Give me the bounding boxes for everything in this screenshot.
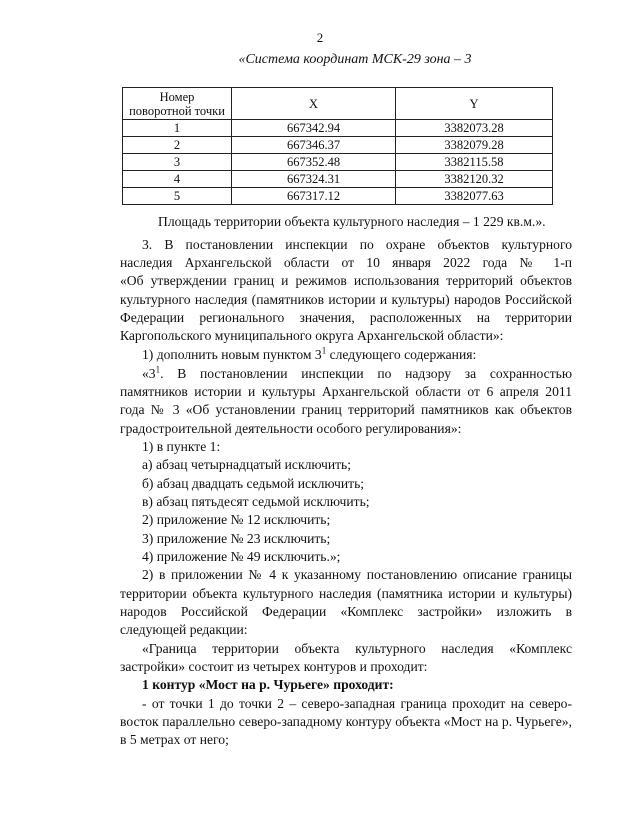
list-item: в) абзац пятьдесят седьмой исключить; bbox=[142, 494, 370, 509]
cell-y: 3382120.32 bbox=[396, 171, 553, 188]
boundary-line: застройки» состоит из четырех контуров и проходит: bbox=[120, 659, 428, 674]
para3-line: 3. В постановлении инспекции по охране объектов культурного bbox=[142, 237, 572, 252]
cell-point: 2 bbox=[123, 137, 232, 154]
cell-y: 3382077.63 bbox=[396, 188, 553, 205]
area-line: Площадь территории объекта культурного наследия – 1 229 кв.м.». bbox=[158, 214, 546, 229]
item1-suffix: следующего содержания: bbox=[326, 347, 477, 362]
quote-line bbox=[142, 365, 572, 383]
cell-y: 3382079.28 bbox=[396, 137, 553, 154]
cell-y: 3382073.28 bbox=[396, 120, 553, 137]
table-row bbox=[123, 154, 553, 171]
list-item: 3) приложение № 23 исключить; bbox=[142, 531, 331, 546]
cell-point: 4 bbox=[123, 171, 232, 188]
list-item: 4) приложение № 49 исключить.»; bbox=[142, 549, 341, 564]
header-x: X bbox=[232, 88, 396, 120]
contour-line: - от точки 1 до точки 2 – северо-западная граница проходит на северо- bbox=[142, 696, 572, 711]
item2-line: территории объекта культурного наследия (памятника истории и культуры) bbox=[120, 586, 572, 601]
cell-x: 667342.94 bbox=[232, 120, 396, 137]
coordinates-table bbox=[122, 87, 553, 205]
cell-point: 5 bbox=[123, 188, 232, 205]
quote-line: памятников истории и культуры Архангельской области от 6 апреля 2011 bbox=[120, 384, 572, 399]
item2-line: народов Российской Федерации «Комплекс застройки» изложить в bbox=[120, 604, 572, 619]
header-point-number: Номер поворотной точки bbox=[123, 88, 232, 120]
item1-sup: 1 bbox=[321, 345, 327, 356]
quote-line: года № 3 «Об установлении границ территорий памятников как объектов bbox=[120, 402, 572, 417]
page-number: 2 bbox=[316, 30, 324, 45]
quote-lead: «3 bbox=[142, 366, 156, 381]
para3-line: Федерации регионального значения, расположенных на территории bbox=[120, 310, 572, 325]
list-item: а) абзац четырнадцатый исключить; bbox=[142, 457, 352, 472]
cell-x: 667352.48 bbox=[232, 154, 396, 171]
para3-line: наследия Архангельской области от 10 января 2022 года № 1-п bbox=[120, 255, 572, 270]
coordinate-system-title: «Система координат МСК-29 зона – 3 bbox=[238, 52, 472, 67]
table-row bbox=[123, 171, 553, 188]
table-row bbox=[123, 120, 553, 137]
header-y: Y bbox=[396, 88, 553, 120]
table-header-row bbox=[123, 88, 553, 120]
boundary-line: «Граница территории объекта культурного наследия «Комплекс bbox=[142, 641, 572, 656]
contour-heading bbox=[142, 676, 394, 693]
table-row bbox=[123, 188, 553, 205]
contour-heading-text: 1 контур «Мост на р. Чурьеге» проходит: bbox=[142, 677, 394, 692]
cell-x: 667317.12 bbox=[232, 188, 396, 205]
contour-line: в 5 метрах от него; bbox=[120, 732, 229, 747]
item2-line: следующей редакции: bbox=[120, 622, 248, 637]
contour-line: восток параллельно северо-западному контуру объекта «Мост на р. Чурьеге», bbox=[120, 714, 572, 729]
cell-y: 3382115.58 bbox=[396, 154, 553, 171]
cell-x: 667346.37 bbox=[232, 137, 396, 154]
para3-line: «Об утверждении границ и режимов использования территорий объектов bbox=[120, 273, 572, 288]
item1-line bbox=[142, 346, 476, 363]
quote-line: градостроительной деятельности особого регулирования»: bbox=[120, 421, 462, 436]
cell-point: 1 bbox=[123, 120, 232, 137]
cell-point: 3 bbox=[123, 154, 232, 171]
list-item: 2) приложение № 12 исключить; bbox=[142, 512, 331, 527]
para3-line: культурного наследия (памятников истории и культуры) народов Российской bbox=[120, 292, 572, 307]
item2-line: 2) в приложении № 4 к указанному постановлению описание границы bbox=[142, 567, 572, 582]
quote-lead-sup: 1 bbox=[155, 364, 161, 375]
table-row bbox=[123, 137, 553, 154]
item1-text: 1) дополнить новым пунктом 3 bbox=[142, 347, 322, 362]
para3-line: Каргопольского муниципального округа Архангельской области»: bbox=[120, 328, 504, 343]
quote-first: . В постановлении инспекции по надзору за сохранностью bbox=[160, 366, 572, 381]
list-item: 1) в пункте 1: bbox=[142, 439, 221, 454]
list-item: б) абзац двадцать седьмой исключить; bbox=[142, 476, 365, 491]
cell-x: 667324.31 bbox=[232, 171, 396, 188]
